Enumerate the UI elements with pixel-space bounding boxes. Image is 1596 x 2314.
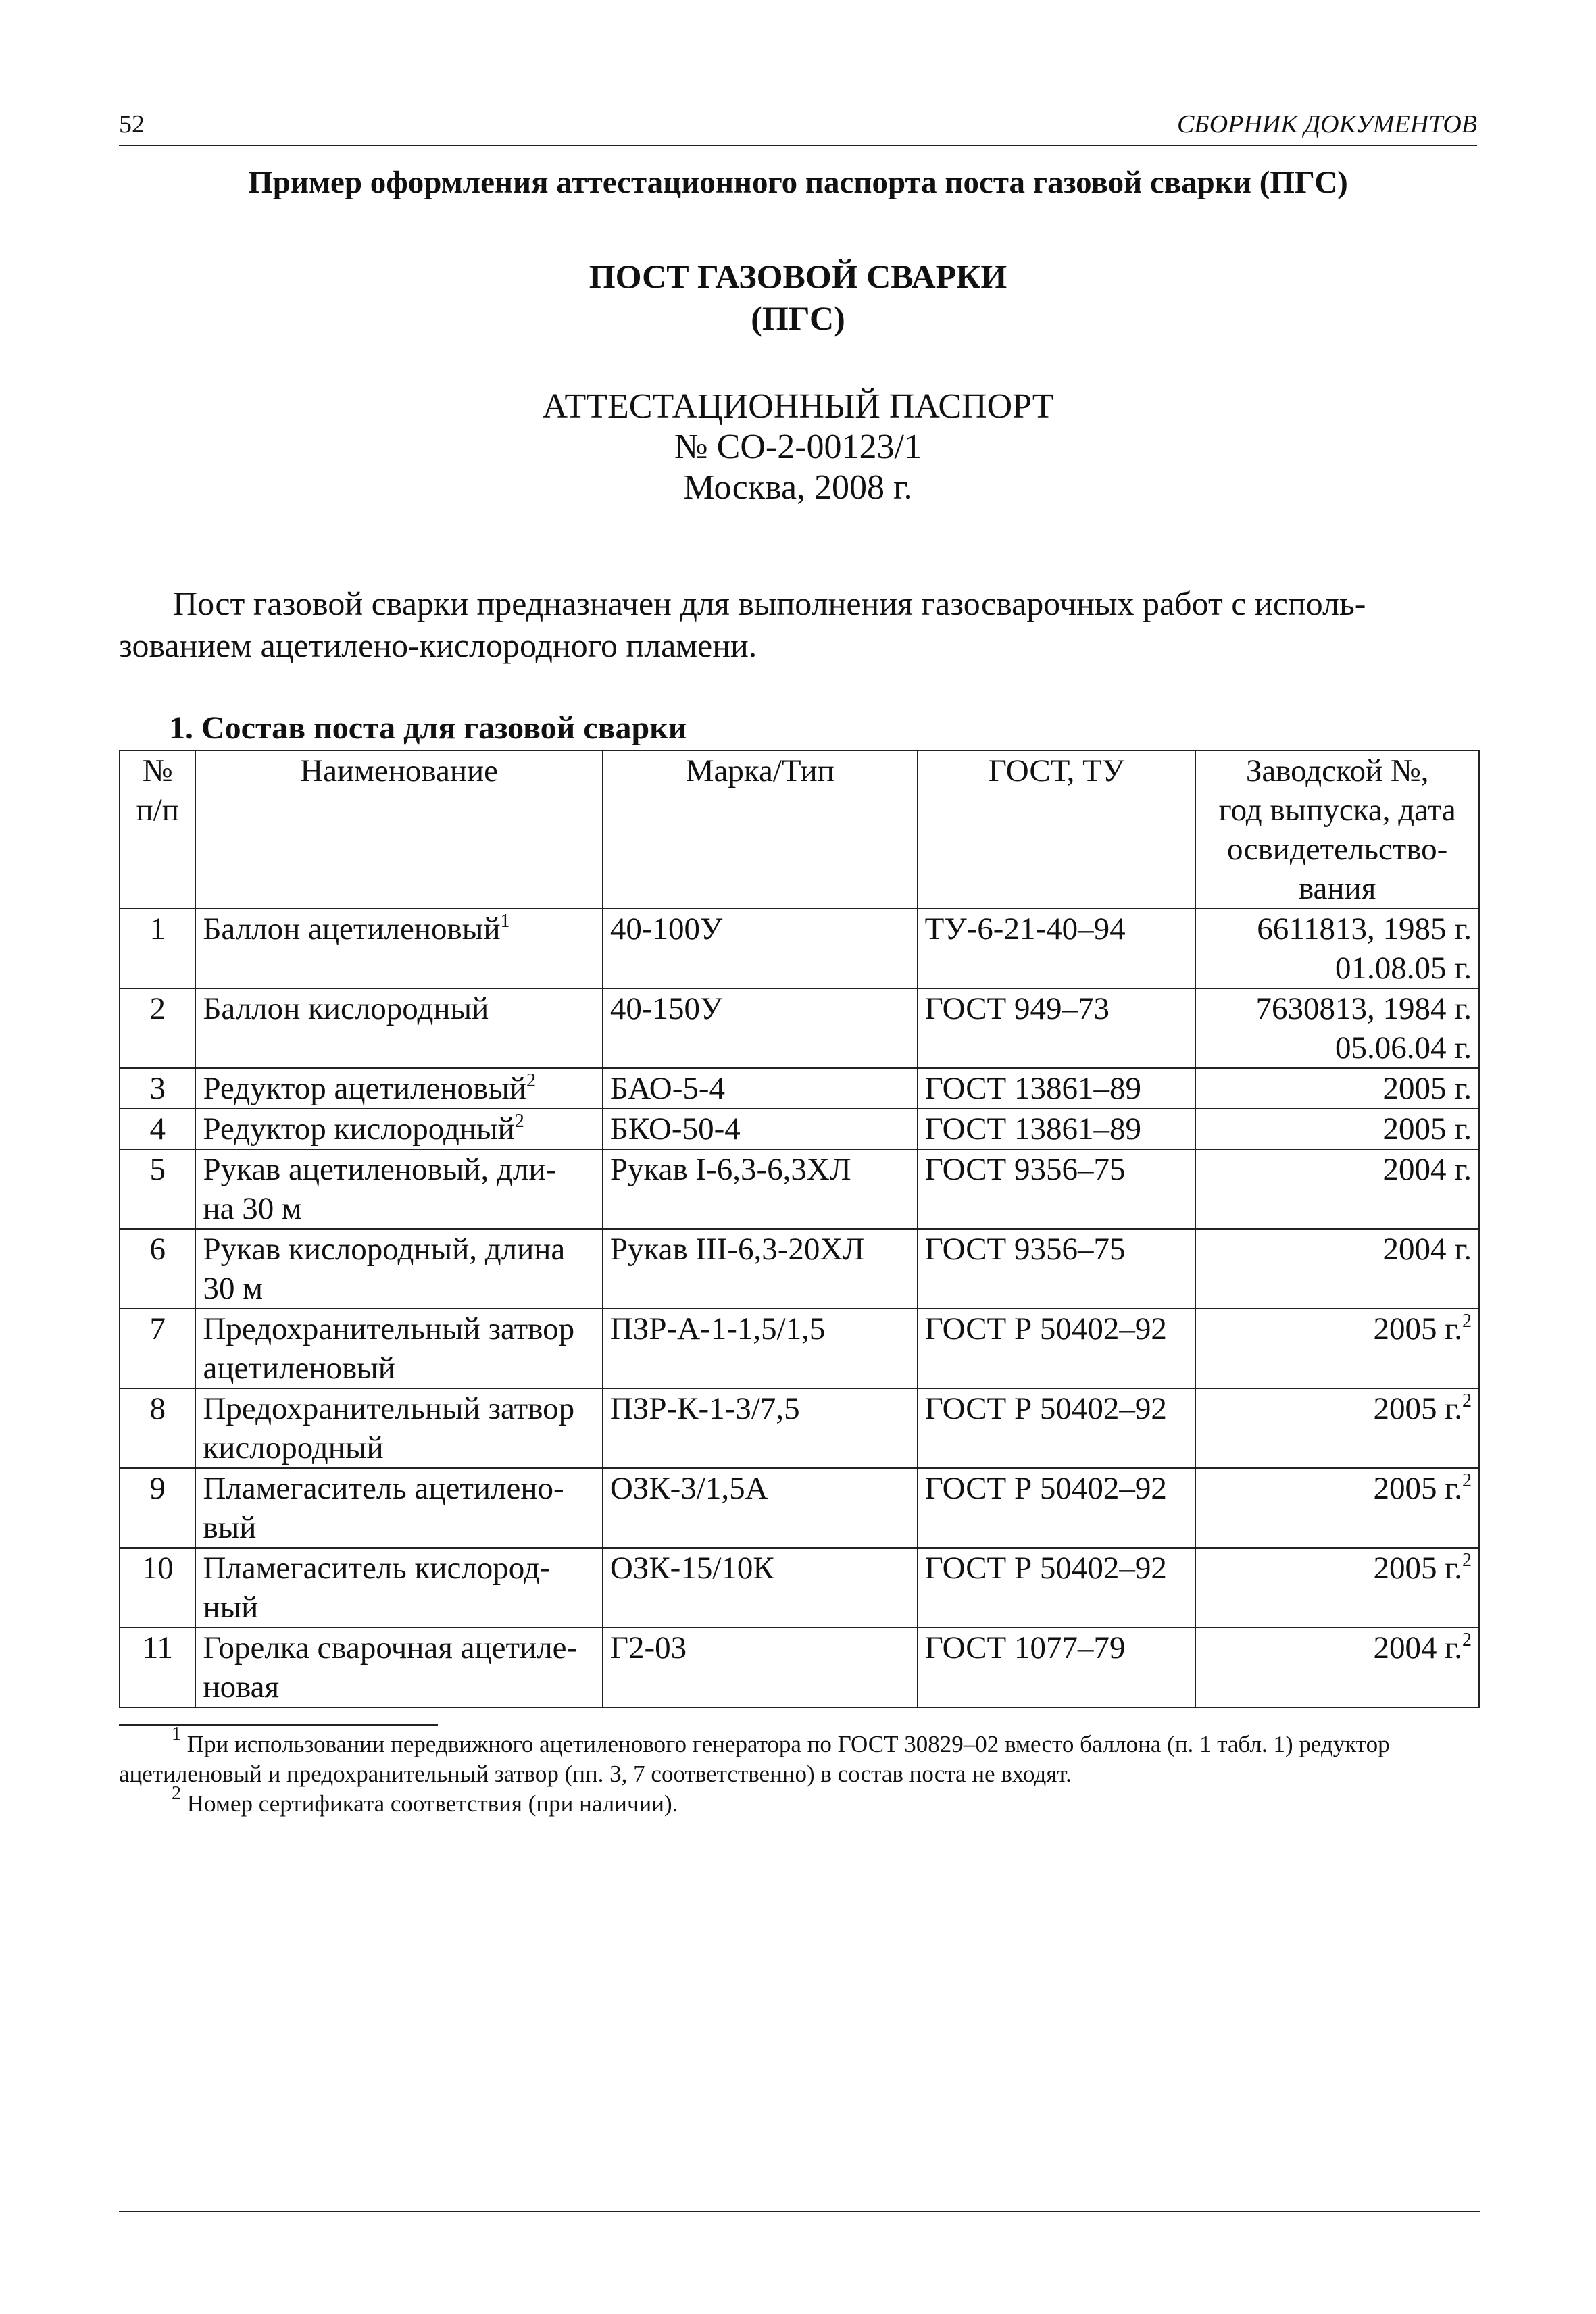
serial-text: 2005 г. [1373,1391,1462,1426]
serial-text: 2004 г. [1382,1152,1472,1187]
header-num-line: № [142,753,173,788]
row-number: 3 [149,1071,166,1106]
footnote-rule [119,1724,438,1726]
gost-text: ГОСТ 13861–89 [924,1111,1141,1147]
row-number: 4 [149,1111,166,1147]
running-title: СБОРНИК ДОКУМЕНТОВ [1176,110,1477,139]
passport-place-date: Москва, 2008 г. [683,468,913,507]
name-text-continuation: на 30 м [203,1191,302,1226]
footnote-marker: 1 [172,1724,181,1744]
row-number: 11 [142,1630,173,1665]
header-name: Наименование [195,751,602,909]
cell-mark [603,1628,918,1707]
footnote-ref: 2 [514,1111,524,1132]
cell-mark [603,988,918,1068]
footnotes [119,1724,1477,1819]
name-text: Редуктор ацетиленовый [203,1071,526,1106]
footnote-ref: 2 [1462,1630,1472,1651]
footnote-ref: 2 [1462,1550,1472,1571]
passport-heading: АТТЕСТАЦИОННЫЙ ПАСПОРТ [542,387,1054,426]
page-number: 52 [119,110,145,139]
mark-text: ПЗР-А-1-1,5/1,5 [609,1311,826,1347]
mark-text: Г2-03 [609,1630,687,1665]
name-line [203,989,595,1028]
table-header-row [120,751,1479,909]
cell-name [195,988,602,1068]
serial-line [1203,1230,1472,1269]
gost-text: ГОСТ 9356–75 [924,1232,1126,1267]
row-number: 5 [149,1152,166,1187]
passport-block [119,386,1477,508]
name-line [203,1549,595,1588]
footnote-marker: 2 [172,1783,181,1804]
cell-name [195,1068,602,1109]
passport-number: № СО-2-00123/1 [674,428,922,466]
cell-serial [1195,1068,1479,1109]
name-text: Предохранительный затвор [203,1311,575,1347]
mark-text: ПЗР-К-1-3/7,5 [609,1391,800,1426]
serial-line [1203,1309,1472,1349]
section-heading: 1. Состав поста для газовой сварки [169,710,687,746]
cell-num [120,1229,195,1309]
cell-num [120,1109,195,1149]
page-header [119,109,1477,146]
footnote-ref: 2 [1462,1390,1472,1411]
cell-name [195,1548,602,1628]
cell-num [120,1548,195,1628]
footnote-text: Номер сертификата соответствия (при наличии). [186,1790,678,1817]
intro-line: зованием ацетилено-кислородного пламени. [119,626,757,664]
table-row [120,1309,1479,1388]
serial-line [1203,1069,1472,1108]
equipment-table [119,750,1480,1708]
serial-text: 2005 г. [1373,1551,1462,1586]
serial-line [1203,1109,1472,1149]
serial-text: 2004 г. [1382,1232,1472,1267]
header-mark: Марка/Тип [603,751,918,909]
cell-gost [918,1468,1196,1548]
serial-text: 2005 г. [1382,1071,1472,1106]
row-number: 8 [149,1391,166,1426]
cell-num [120,1149,195,1229]
gost-text: ГОСТ 13861–89 [924,1071,1141,1106]
cell-name [195,1149,602,1229]
mark-text: БАО-5-4 [609,1071,726,1106]
cell-serial [1195,1548,1479,1628]
cell-gost [918,909,1196,988]
cell-gost [918,1068,1196,1109]
serial-text: 2005 г. [1373,1311,1462,1347]
cell-num [120,1628,195,1707]
name-text-continuation: 30 м [203,1271,263,1306]
cell-gost [918,1628,1196,1707]
cell-gost [918,1149,1196,1229]
name-line [203,1150,595,1189]
serial-line [1203,1469,1472,1508]
cell-mark [603,1109,918,1149]
table-row [120,1229,1479,1309]
cell-num [120,988,195,1068]
name-line [203,1469,595,1508]
gost-text: ГОСТ Р 50402–92 [924,1471,1167,1506]
header-gost: ГОСТ, ТУ [918,751,1196,909]
cell-name [195,1229,602,1309]
name-text-continuation: ный [203,1590,259,1625]
mark-text: 40-100У [609,911,723,947]
name-text-continuation: кислородный [203,1430,384,1465]
footnote-ref: 2 [1462,1311,1472,1332]
cell-serial [1195,1628,1479,1707]
name-line [203,1628,595,1667]
gost-text: ГОСТ Р 50402–92 [924,1551,1167,1586]
name-line [203,1109,595,1149]
name-text: Горелка сварочная ацетиле- [203,1630,578,1665]
cell-mark [603,1468,918,1548]
table-row [120,909,1479,988]
name-text-continuation: ацетиленовый [203,1351,395,1386]
cell-num [120,1388,195,1468]
mark-text: ОЗК-15/10К [609,1551,774,1586]
row-number: 7 [149,1311,166,1347]
row-number: 2 [149,991,166,1026]
footnote-2 [119,1783,1477,1819]
header-serial-line: освидетельство- [1226,832,1448,867]
post-title-abbreviation: (ПГС) [751,299,845,337]
serial-text: 2004 г. [1373,1630,1462,1665]
name-text-continuation: вый [203,1510,257,1545]
serial-text: 2005 г. [1373,1471,1462,1506]
footnote-1 [119,1724,1477,1759]
footnote-text: При использовании передвижного ацетиленового генератора по ГОСТ 30829–02 вместо баллона (п. 1 табл. 1) редуктор [186,1731,1390,1757]
cell-mark [603,1068,918,1109]
table-row [120,1628,1479,1707]
serial-line [1203,1150,1472,1189]
cell-serial [1195,909,1479,988]
gost-text: ГОСТ Р 50402–92 [924,1391,1167,1426]
table-row [120,1068,1479,1109]
cell-name [195,1628,602,1707]
cell-num [120,1068,195,1109]
mark-text: 40-150У [609,991,723,1026]
name-text: Баллон ацетиленовый [203,911,501,947]
serial-text-continuation: 01.08.05 г. [1335,951,1472,986]
header-serial-line: вания [1298,871,1376,906]
serial-line [1203,1389,1472,1428]
name-text-continuation: новая [203,1669,280,1705]
post-title [119,255,1477,339]
serial-text: 7630813, 1984 г. [1255,991,1472,1026]
name-text: Баллон кислородный [203,991,489,1026]
serial-text: 6611813, 1985 г. [1257,911,1472,947]
bottom-rule [119,2211,1480,2212]
cell-serial [1195,1468,1479,1548]
table-row [120,1388,1479,1468]
cell-serial [1195,1229,1479,1309]
intro-paragraph [119,582,1477,666]
cell-name [195,1309,602,1388]
header-serial-line: Заводской №, [1245,753,1429,788]
serial-line [1203,1628,1472,1667]
cell-serial [1195,1309,1479,1388]
footnote-ref: 2 [526,1070,536,1091]
row-number: 6 [149,1232,166,1267]
name-text: Предохранительный затвор [203,1391,575,1426]
serial-line [1203,989,1472,1028]
cell-serial [1195,1109,1479,1149]
serial-line [1203,1549,1472,1588]
header-num [120,751,195,909]
cell-name [195,909,602,988]
cell-num [120,909,195,988]
table-row [120,1548,1479,1628]
table-row [120,988,1479,1068]
gost-text: ГОСТ 9356–75 [924,1152,1126,1187]
cell-gost [918,988,1196,1068]
table-row [120,1468,1479,1548]
cell-mark [603,1149,918,1229]
cell-name [195,1388,602,1468]
cell-gost [918,1548,1196,1628]
row-number: 10 [141,1551,174,1586]
header-num-line: п/п [136,793,179,828]
cell-num [120,1309,195,1388]
table-row [120,1109,1479,1149]
serial-line [1203,909,1472,949]
serial-text-continuation: 05.06.04 г. [1335,1030,1472,1065]
footnote-ref: 1 [500,911,510,932]
cell-mark [603,909,918,988]
cell-gost [918,1388,1196,1468]
mark-text: Рукав I-6,3-6,3ХЛ [609,1152,851,1187]
row-number: 9 [149,1471,166,1506]
cell-gost [918,1109,1196,1149]
gost-text: ГОСТ 1077–79 [924,1630,1126,1665]
name-text: Рукав кислородный, длина [203,1232,566,1267]
name-line [203,909,595,949]
cell-name [195,1468,602,1548]
header-serial [1195,751,1479,909]
cell-num [120,1468,195,1548]
footnote-ref: 2 [1462,1470,1472,1491]
cell-gost [918,1309,1196,1388]
name-text: Редуктор кислородный [203,1111,515,1147]
gost-text: ТУ-6-21-40–94 [924,911,1126,947]
name-line [203,1230,595,1269]
intro-line: Пост газовой сварки предназначен для выполнения газосварочных работ с исполь- [173,584,1366,622]
cell-mark [603,1388,918,1468]
post-title-line: ПОСТ ГАЗОВОЙ СВАРКИ [589,257,1007,295]
cell-serial [1195,1149,1479,1229]
cell-mark [603,1229,918,1309]
mark-text: БКО-50-4 [609,1111,741,1147]
document-title: Пример оформления аттестационного паспорта поста газовой сварки (ПГС) [248,165,1348,200]
footnote-1-continuation: ацетиленовый и предохранительный затвор (пп. 3, 7 соответственно) в состав поста не входят. [119,1761,1072,1787]
name-line [203,1389,595,1428]
header-serial-line: год выпуска, дата [1218,793,1456,828]
name-text: Рукав ацетиленовый, дли- [203,1152,557,1187]
cell-gost [918,1229,1196,1309]
cell-name [195,1109,602,1149]
cell-serial [1195,988,1479,1068]
gost-text: ГОСТ 949–73 [924,991,1109,1026]
cell-serial [1195,1388,1479,1468]
name-text: Пламегаситель ацетилено- [203,1471,564,1506]
mark-text: Рукав III-6,3-20ХЛ [609,1232,865,1267]
cell-mark [603,1548,918,1628]
cell-mark [603,1309,918,1388]
name-line [203,1309,595,1349]
name-line [203,1069,595,1108]
serial-text: 2005 г. [1382,1111,1472,1147]
table-row [120,1149,1479,1229]
row-number: 1 [149,911,166,947]
mark-text: ОЗК-3/1,5А [609,1471,768,1506]
name-text: Пламегаситель кислород- [203,1551,551,1586]
gost-text: ГОСТ Р 50402–92 [924,1311,1167,1347]
